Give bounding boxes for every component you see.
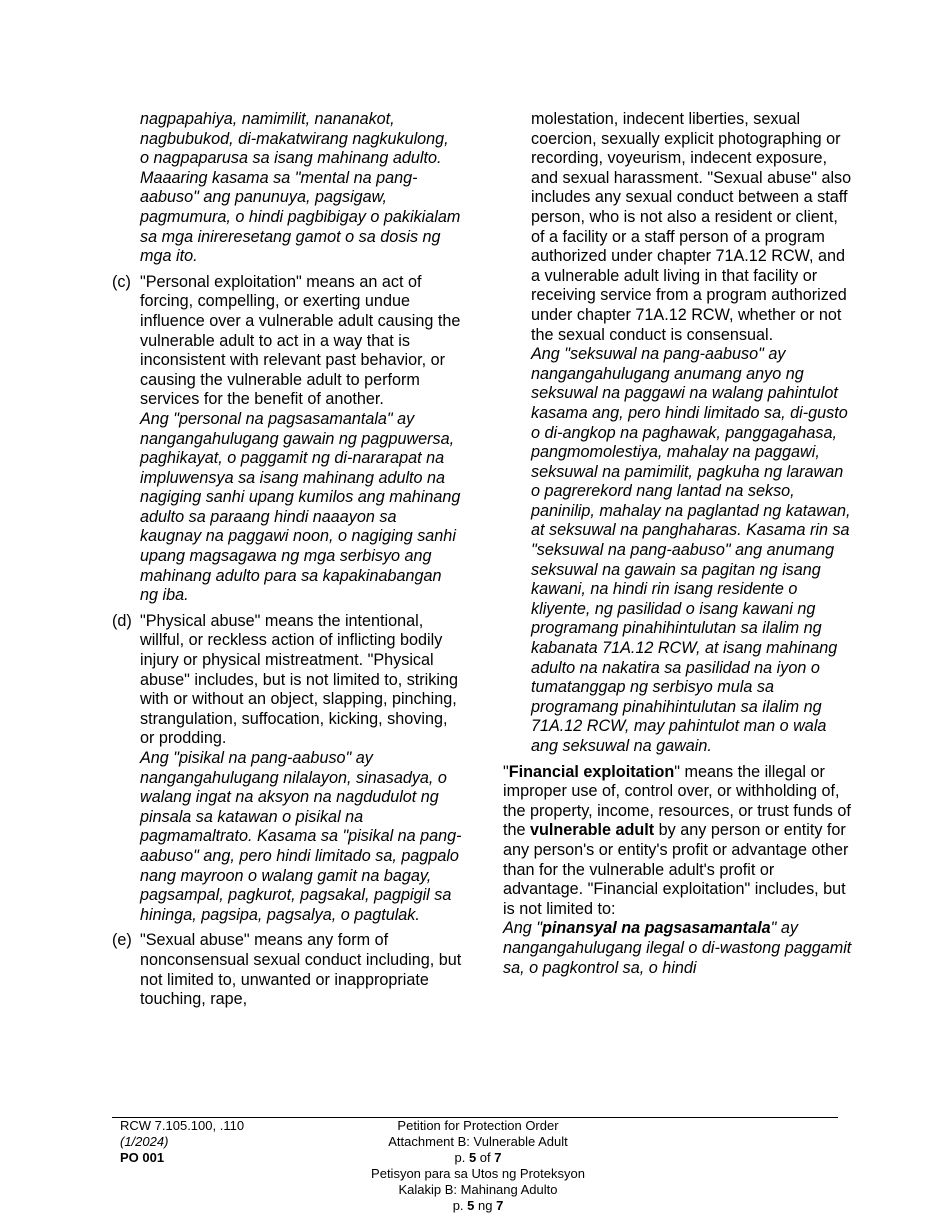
item-e-sexual-abuse <box>112 931 462 1009</box>
item-d-physical-abuse <box>112 612 462 926</box>
item-c-personal-exploitation <box>112 273 462 606</box>
financial-exploitation-definition: "Financial exploitation" means the illegal or improper use of, control over, or withholding of, the property, income, resources, or trust funds of the vulnerable adult by any person or entity for any person's or entity's profit or advantage other than for the vulnerable adult's profit or advantage. "Financial exploitation" includes, but is not limited to: <box>503 762 851 918</box>
footer-page-english: p. 5 of 7 <box>454 1150 502 1165</box>
item-d-label: (d) <box>112 611 132 630</box>
financial-exploitation-term: Financial exploitation <box>508 762 675 781</box>
footer-attachment-tagalog: Kalakip B: Mahinang Adulto <box>398 1182 558 1197</box>
footer-form-info <box>120 1118 244 1166</box>
sexual-abuse-english-continuation: molestation, indecent liberties, sexual coercion, sexually explicit photographing or recording, voyeurism, indecent exposure, and sexual harassment. "Sexual abuse" also includes any sexual conduct between a staff person, who is not also a resident or client, of a facility or a staff person of a program authorized under chapter 71A.12 RCW, and a vulnerable adult living in that facility or receiving service from a program authorized under chapter 71A.12 RCW, whether or not the sexual conduct is consensual. <box>531 110 852 344</box>
footer-page-tagalog: p. 5 ng 7 <box>452 1198 504 1213</box>
vulnerable-adult-term: vulnerable adult <box>530 821 655 840</box>
item-c-tagalog: Ang "personal na pagsasamantala" ay nangangahulugang gawain ng pagpuwersa, paghikayat, o paggamit ng di-nararapat na impluwensya sa isang mahinang adulto na nagiging sanhi upang kumilos ang mahinang adulto sa paraang hindi naaayon sa kaugnay na paggawi noon, o nagiging sanhi upang magsagawa ng mga serbisyo ang mahinang adulto para sa kapakinabangan ng iba. <box>140 409 461 605</box>
right-column <box>503 110 853 978</box>
footer-date: (1/2024) <box>120 1134 169 1149</box>
footer-attachment-english: Attachment B: Vulnerable Adult <box>388 1134 568 1149</box>
footer-title-english: Petition for Protection Order <box>397 1118 559 1133</box>
item-c-english: "Personal exploitation" means an act of forcing, compelling, or exerting undue influence over a vulnerable adult causing the vulnerable adult to act in a way that is inconsistent with relevant past behavior, or causing the vulnerable adult to perform services for the benefit of another. <box>140 272 461 409</box>
mental-abuse-tagalog-continuation: nagpapahiya, namimilit, nananakot, nagbubukod, di-makatwirang nagkukulong, o nagpaparusa sa isang mahinang adulto. Maaaring kasama sa "mental na pang-aabuso" ang panunuya, pagsigaw, pagmumura, o hindi pagbibigay o pakikialam sa mga inireresetang gamot o sa dosis ng mga ito. <box>140 110 461 266</box>
item-c-label: (c) <box>112 272 131 291</box>
sexual-abuse-tagalog: Ang "seksuwal na pang-aabuso" ay nangangahulugang anumang anyo ng seksuwal na paggawi na walang pahintulot kasama ang, pero hindi limitado sa, di-gusto o di-angkop na paghawak, panggagahasa, pangmomolestiya, mahalay na paggawi, seksuwal na pamimilit, pagkuha ng larawan o pagrerekord nang lantad na sekso, paninilip, mahalay na paglantad ng katawan, at seksuwal na panghaharas. Kasama rin sa "seksuwal na pang-aabuso" ang anumang seksuwal na gawain sa pagitan ng isang kawani, na hindi rin isang residente o kliyente, ng pasilidad o isang kawani ng programang pinahihintulutan sa ilalim ng kabanata 71A.12 RCW, at isang mahinang adulto na nakatira sa pasilidad na iyon o tumatanggap ng serbisyo mula sa programang pinahihintulutan sa ilalim ng 71A.12 RCW, may pahintulot man o wala ang seksuwal na gawain. <box>531 345 851 755</box>
footer-title-block <box>328 1118 628 1214</box>
item-e-english: "Sexual abuse" means any form of nonconsensual sexual conduct including, but not limited to, unwanted or inappropriate touching, rape, <box>140 931 462 1009</box>
footer-form-number: PO 001 <box>120 1150 165 1165</box>
item-d-english: "Physical abuse" means the intentional, willful, or reckless action of inflicting bodily injury or physical mistreatment. "Physical abuse" includes, but is not limited to, striking with or without an object, slapping, pinching, strangulation, suffocation, kicking, shoving, or prodding. <box>140 611 458 748</box>
footer-rcw: RCW 7.105.100, .110 <box>120 1118 245 1133</box>
financial-exploitation-tagalog: Ang "pinansyal na pagsasamantala" ay nangangahulugang ilegal o di-wastong paggamit sa, o pagkontrol sa, o hindi <box>503 919 852 977</box>
footer-title-tagalog: Petisyon para sa Utos ng Proteksyon <box>371 1166 585 1181</box>
left-column <box>112 110 462 1010</box>
pinansyal-term: pinansyal na pagsasamantala <box>542 919 771 938</box>
item-d-tagalog: Ang "pisikal na pang-aabuso" ay nangangahulugang nilalayon, sinasadya, o walang ingat na aksyon na nagdudulot ng pinsala sa katawan o pisikal na pagmamaltrato. Kasama sa "pisikal na pang-aabuso" ang, pero hindi limitado sa, pagpalo nang mayroon o walang gamit na bagay, pagsampal, pagkurot, pagsakal, pagpigil sa hininga, pagsipa, pagsalya, o pagtulak. <box>140 749 462 924</box>
item-e-label: (e) <box>112 931 132 950</box>
